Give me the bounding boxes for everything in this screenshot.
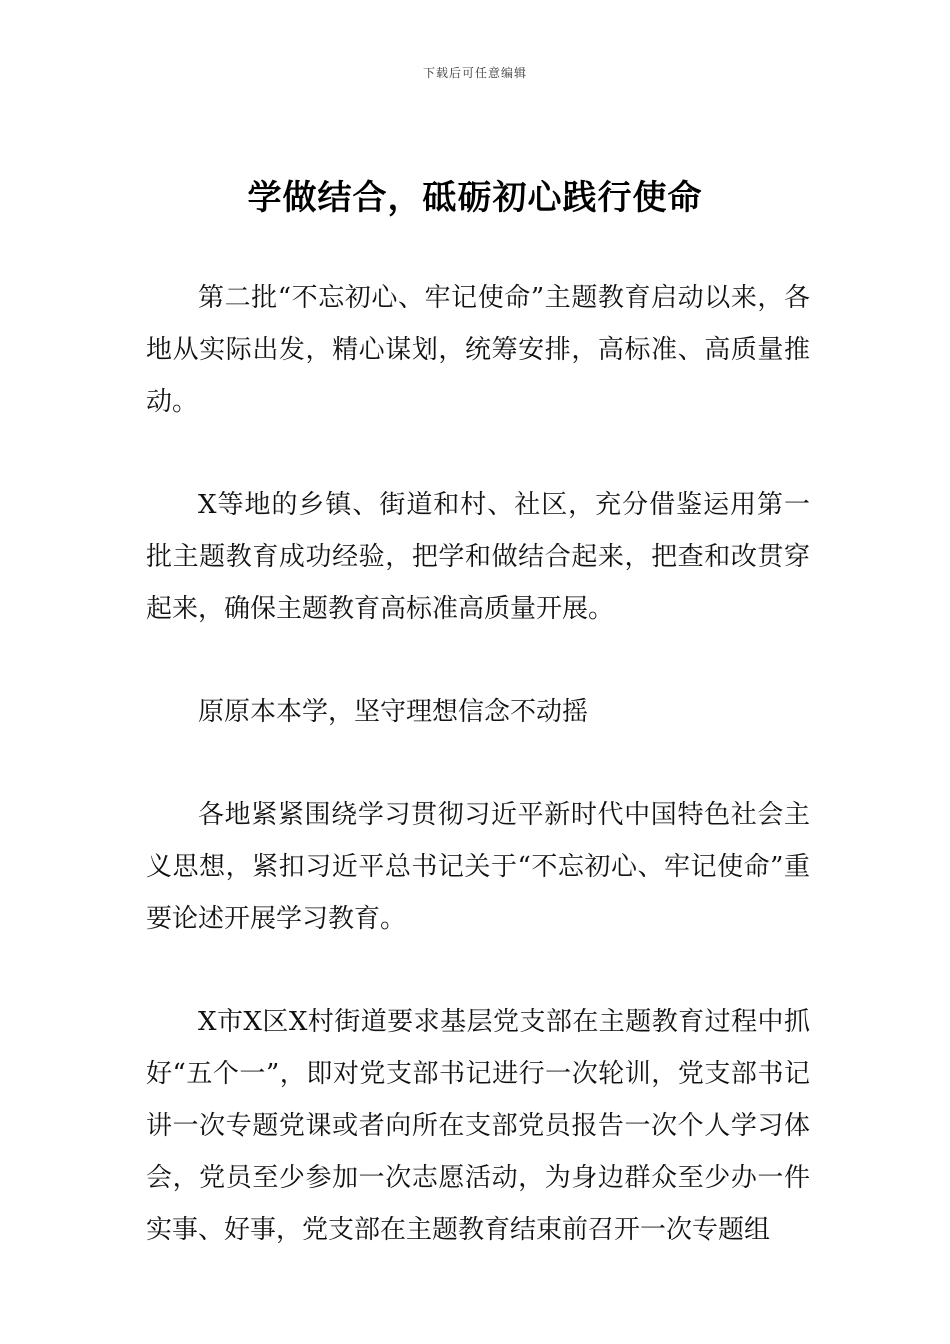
document-body — [146, 272, 810, 1307]
section-heading-study: 原原本本学，坚守理想信念不动摇 — [198, 697, 589, 727]
paragraph-intro: 第二批“不忘初心、牢记使命”主题教育启动以来，各地从实际出发，精心谋划，统筹安排，高标准、高质量推动。 — [146, 283, 810, 417]
paragraph-experience: X等地的乡镇、街道和村、社区，充分借鉴运用第一批主题教育成功经验，把学和做结合起来，把查和改贯穿起来，确保主题教育高标准高质量开展。 — [146, 490, 810, 624]
paragraph-study: 各地紧紧围绕学习贯彻习近平新时代中国特色社会主义思想，紧扣习近平总书记关于“不忘初心、牢记使命”重要论述开展学习教育。 — [146, 800, 810, 934]
document-title: 学做结合，砥砺初心践行使命 — [247, 178, 703, 218]
header-note: 下载后可任意编辑 — [422, 66, 527, 80]
paragraph-five-ones: X市X区X村街道要求基层党支部在主题教育过程中抓好“五个一”，即对党支部书记进行一次轮训，党支部书记讲一次专题党课或者向所在支部党员报告一次个人学习体会，党员至少参加一次志愿活动，为身边群众至少办一件实事、好事，党支部在主题教育结束前召开一次专题组 — [146, 1007, 810, 1245]
